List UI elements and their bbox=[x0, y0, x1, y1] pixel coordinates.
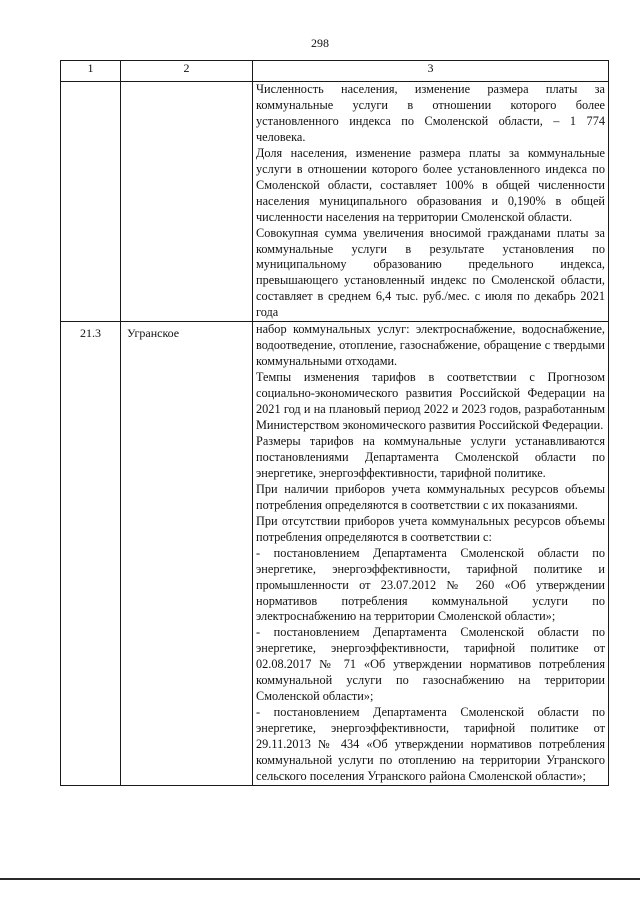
row-b-paragraph-1: набор коммунальных услуг: электроснабжение, водоснабжение, водоотведение, отопление, газоснабжение, обращение с твердыми коммунальными отходами. bbox=[256, 322, 605, 369]
document-table bbox=[60, 60, 609, 786]
table-row-continuation bbox=[61, 82, 609, 322]
row-b-paragraph-7: - постановлением Департамента Смоленской области по энергетике, энергоэффективности, тарифной политике от 02.08.2017 № 71 «Об утверждении нормативов потребления коммунальной услуги по газоснабжению на территории Смоленской области»; bbox=[256, 625, 605, 704]
row-b-content bbox=[253, 322, 609, 786]
page-bottom-edge bbox=[0, 878, 640, 880]
page-number: 298 bbox=[311, 36, 329, 50]
row-b-name: Угранское bbox=[121, 322, 253, 786]
row-b-number: 21.3 bbox=[61, 322, 121, 786]
row-a-number bbox=[61, 82, 121, 322]
row-b-paragraph-6: - постановлением Департамента Смоленской области по энергетике, энергоэффективности, тарифной политике и промышленности от 23.07.2012 № 260 «Об утверждении нормативов потребления коммунальной услуги по электроснабжению на территории Смоленской области»; bbox=[256, 545, 605, 624]
row-a-content bbox=[253, 82, 609, 322]
table-header-row bbox=[61, 61, 609, 82]
row-a-paragraph-2: Доля населения, изменение размера платы за коммунальные услуги в отношении которого более установленного индекса по Смоленской области, составляет 100% в общей численности населения муниципального образования и 0,190% в общей численности населения на территории Смоленской области. bbox=[256, 145, 605, 224]
header-col-2: 2 bbox=[121, 61, 253, 82]
row-b-paragraph-8: - постановлением Департамента Смоленской области по энергетике, энергоэффективности, тарифной политике от 29.11.2013 № 434 «Об утверждении нормативов потребления коммунальной услуги по отоплению на территории Угранского сельского поселения Угранского района Смоленской области»; bbox=[256, 705, 605, 783]
header-col-1: 1 bbox=[61, 61, 121, 82]
row-a-paragraph-3: Совокупная сумма увеличения вносимой гражданами платы за коммунальные услуги в результате установления по муниципальному образованию предельного индекса, превышающего установленный индекс по Смоленской области, составляет в среднем 6,4 тыс. руб./мес. с июля по декабрь 2021 года bbox=[256, 225, 605, 320]
row-b-paragraph-2: Темпы изменения тарифов в соответствии с Прогнозом социально-экономического развития Российской Федерации на 2021 год и на плановый период 2022 и 2023 годов, разработанным Министерством экономического развития Российской Федерации. bbox=[256, 370, 605, 433]
row-a-paragraph-1: Численность населения, изменение размера платы за коммунальные услуги в отношении которого более установленного индекса по Смоленской области, – 1 774 человека. bbox=[256, 82, 605, 144]
row-b-paragraph-4: При наличии приборов учета коммунальных ресурсов объемы потребления определяются в соответствии с их показаниями. bbox=[256, 481, 605, 512]
table-row-21-3 bbox=[61, 322, 609, 786]
header-col-3: 3 bbox=[253, 61, 609, 82]
row-b-paragraph-5: При отсутствии приборов учета коммунальных ресурсов объемы потребления определяются в соответствии с: bbox=[256, 513, 605, 544]
row-a-name bbox=[121, 82, 253, 322]
row-b-paragraph-3: Размеры тарифов на коммунальные услуги устанавливаются постановлениями Департамента Смоленской области по энергетике, энергоэффективности, тарифной политике. bbox=[256, 433, 605, 480]
